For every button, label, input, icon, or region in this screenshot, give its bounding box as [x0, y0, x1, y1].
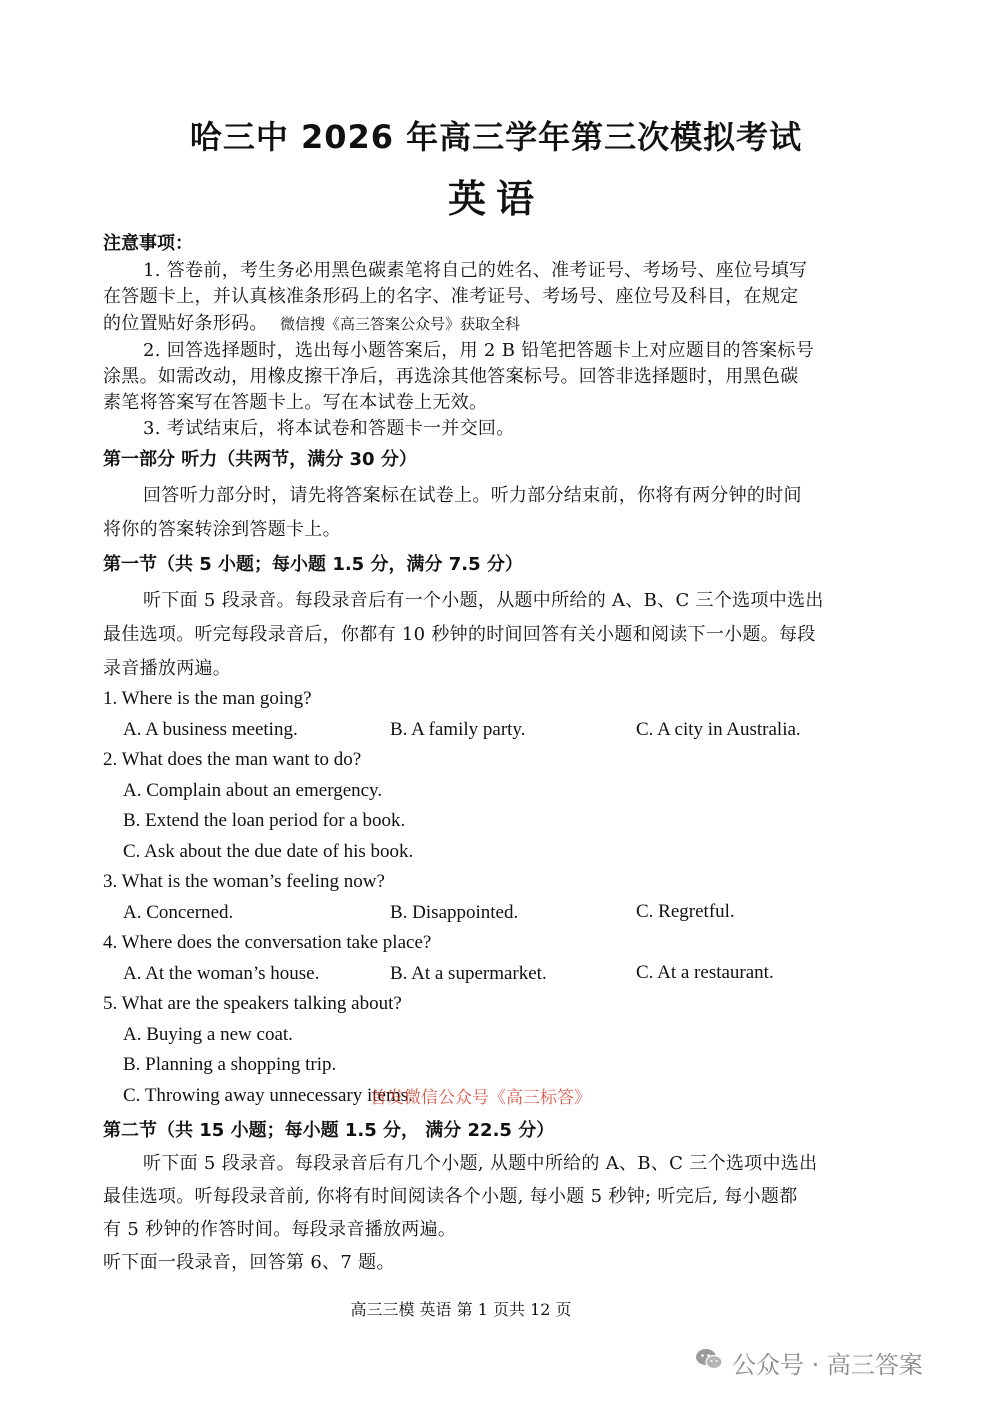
question-3-option-b: B. Disappointed.: [390, 902, 519, 923]
part1-intro-1: 回答听力部分时，请先将答案标在试卷上。听力部分结束前，你将有两分钟的时间: [143, 485, 802, 506]
notice-line-3: 的位置贴好条形码。: [103, 313, 268, 334]
exam-title: 哈三中 2026 年高三学年第三次模拟考试: [189, 118, 803, 156]
question-5-stem: 5. What are the speakers talking about?: [103, 993, 402, 1014]
section1-intro-1: 听下面 5 段录音。每段录音后有一个小题，从题中所给的 A、B、C 三个选项中选出: [143, 590, 824, 611]
section2-intro-3: 有 5 秒钟的作答时间。每段录音播放两遍。: [103, 1219, 457, 1240]
question-2-option-b: B. Extend the loan period for a book.: [123, 810, 406, 831]
section1-heading: 第一节（共 5 小题；每小题 1.5 分，满分 7.5 分）: [103, 554, 523, 575]
question-3-option-c: C. Regretful.: [636, 901, 735, 922]
notice-line-4: 2. 回答选择题时，选出每小题答案后，用 2 B 铅笔把答题卡上对应题目的答案标号: [143, 340, 815, 361]
section2-instruction: 听下面一段录音，回答第 6、7 题。: [103, 1252, 395, 1273]
question-2-option-c: C. Ask about the due date of his book.: [123, 841, 414, 862]
page-footer: 高三三模 英语 第 1 页共 12 页: [350, 1300, 572, 1319]
question-1-option-b: B. A family party.: [390, 719, 526, 740]
part1-heading: 第一部分 听力（共两节，满分 30 分）: [103, 449, 417, 470]
notice-line-7: 3. 考试结束后，将本试卷和答题卡一并交回。: [143, 418, 515, 439]
section1-intro-3: 录音播放两遍。: [103, 658, 232, 679]
inline-note: 微信搜《高三答案公众号》获取全科: [280, 315, 521, 333]
section2-intro-1: 听下面 5 段录音。每段录音后有几个小题, 从题中所给的 A、B、C 三个选项中选出: [143, 1153, 818, 1174]
question-2-stem: 2. What does the man want to do?: [103, 749, 362, 770]
question-4-option-c: C. At a restaurant.: [636, 962, 774, 983]
red-overlay-note: 首发微信公众号《高三标答》: [370, 1088, 591, 1108]
notice-heading: 注意事项：: [103, 233, 193, 254]
question-5-option-b: B. Planning a shopping trip.: [123, 1054, 337, 1075]
question-1-stem: 1. Where is the man going?: [103, 688, 312, 709]
question-1-option-c: C. A city in Australia.: [636, 719, 801, 740]
wechat-icon: [695, 1348, 723, 1374]
question-5-option-c: C. Throwing away unnecessary items.: [123, 1085, 413, 1106]
question-3-stem: 3. What is the woman’s feeling now?: [103, 871, 385, 892]
notice-line-6: 素笔将答案写在答题卡上。写在本试卷上无效。: [103, 392, 488, 413]
watermark-text: 公众号 · 高三答案: [732, 1351, 923, 1379]
question-4-option-a: A. At the woman’s house.: [123, 963, 320, 984]
notice-line-1: 1. 答卷前，考生务必用黑色碳素笔将自己的姓名、准考证号、考场号、座位号填写: [143, 260, 808, 281]
section2-intro-2: 最佳选项。听每段录音前, 你将有时间阅读各个小题, 每小题 5 秒钟; 听完后, 每小题都: [103, 1186, 798, 1207]
question-4-option-b: B. At a supermarket.: [390, 963, 547, 984]
question-4-stem: 4. Where does the conversation take place?: [103, 932, 432, 953]
notice-line-2: 在答题卡上，并认真核准条形码上的名字、准考证号、考场号、座位号及科目，在规定: [103, 286, 799, 307]
section1-intro-2: 最佳选项。听完每段录音后，你都有 10 秒钟的时间回答有关小题和阅读下一小题。每段: [103, 624, 816, 645]
subject-title: 英语: [447, 176, 544, 221]
section2-heading: 第二节（共 15 小题；每小题 1.5 分， 满分 22.5 分）: [103, 1120, 555, 1141]
question-3-option-a: A. Concerned.: [123, 902, 234, 923]
notice-line-5: 涂黑。如需改动，用橡皮擦干净后，再选涂其他答案标号。回答非选择题时，用黑色碳: [103, 366, 799, 387]
question-5-option-a: A. Buying a new coat.: [123, 1024, 293, 1045]
question-2-option-a: A. Complain about an emergency.: [123, 780, 383, 801]
question-1-option-a: A. A business meeting.: [123, 719, 298, 740]
part1-intro-2: 将你的答案转涂到答题卡上。: [103, 519, 341, 540]
